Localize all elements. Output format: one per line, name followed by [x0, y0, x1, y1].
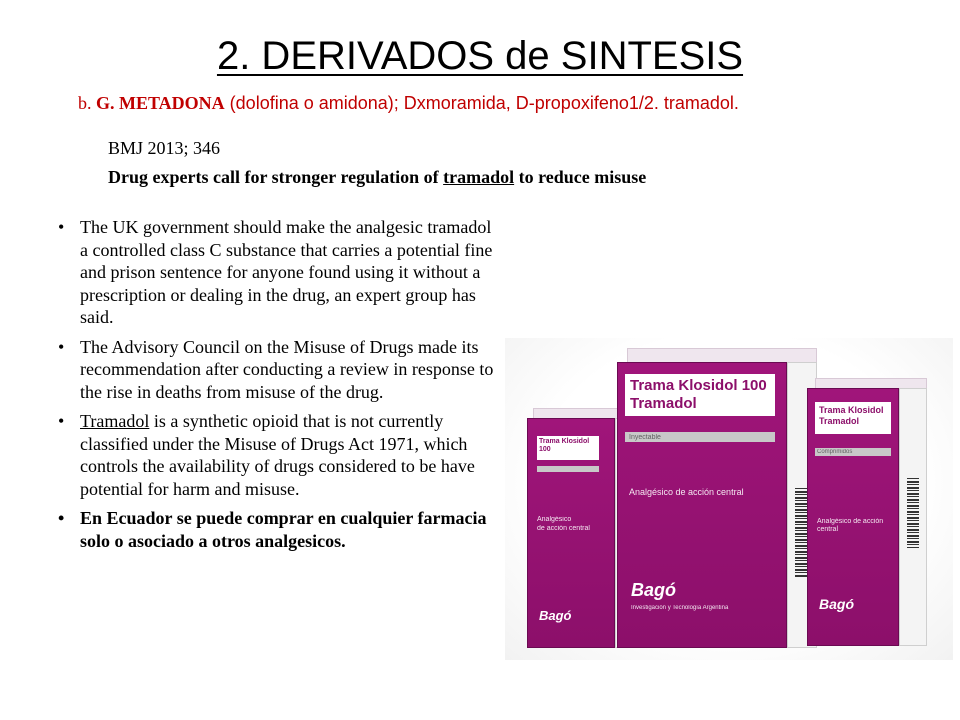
bullet-text: is a synthetic opioid that is not currently classified under the Misuse of Drugs Act 1971, which controls the availability of drugs considered to be have potential for harm and misuse. [80, 411, 475, 499]
bullet-text: The UK government should make the analgesic tramadol a controlled class C substance that carries a potential fine and prison sentence for anyone found using it without a prescription or dealing in the drug, an expert group has said. [80, 217, 493, 327]
subtitle-rest: (dolofina o amidona); Dxmoramida, D-propoxifeno1/2. tramadol. [224, 93, 739, 113]
subtitle-prefix: b. [78, 93, 96, 113]
box-strip-text: Inyectable [629, 434, 661, 441]
box-label-line1: Trama Klosidol 100 [630, 377, 767, 394]
bullet-dot: • [58, 336, 65, 357]
bullet-text: En Ecuador se puede comprar en cualquier farmacia solo o asociado a otros analgesicos. [80, 508, 487, 551]
box-tagline: Analgésico de acción central [817, 518, 884, 533]
headline-link[interactable]: tramadol [443, 167, 515, 187]
reference-headline [108, 166, 646, 188]
product-photo [505, 338, 953, 660]
box-text-line1: Analgésico [537, 516, 572, 523]
bullet-list [58, 216, 498, 559]
box-text-line2: de acción central [537, 525, 590, 532]
headline-pre: Drug experts call for stronger regulation of [108, 167, 444, 187]
subtitle-metadona: G. METADONA [96, 93, 225, 113]
product-box-center [617, 348, 817, 648]
bullet-item [58, 336, 498, 404]
box-label: Trama Klosidol 100 [537, 436, 599, 460]
bullet-dot: • [58, 411, 65, 431]
box-label [815, 402, 891, 434]
bullet-item [58, 216, 498, 329]
brand-logo: Bagó [819, 596, 854, 612]
brand-logo: Bagó [631, 580, 676, 600]
bullet-dot: • [58, 508, 65, 528]
bullet-link-tramadol[interactable]: Tramadol [80, 411, 150, 431]
bullet-dot: • [58, 217, 65, 237]
box-label [625, 374, 775, 416]
bullet-text: The Advisory Council on the Misuse of Drugs made its recommendation after conducting a review in response to the rise in deaths from misuse of the drug. [80, 336, 494, 402]
box-label-line2: Tramadol [630, 395, 697, 412]
box-label-line1: Trama Klosidol [819, 405, 884, 415]
box-stripe [537, 466, 599, 472]
subtitle [78, 92, 948, 114]
box-label-line2: Tramadol [819, 416, 860, 426]
bullet-item [58, 507, 498, 552]
slide-title: 2. DERIVADOS de SINTESIS [216, 34, 744, 78]
barcode [907, 478, 919, 548]
brand-sub: Investigación y Tecnología Argentina [631, 605, 729, 611]
product-box-right [807, 378, 927, 646]
box-tagline: Analgésico de acción central [629, 487, 744, 497]
brand-logo: Bagó [539, 608, 572, 623]
headline-post: to reduce misuse [514, 167, 647, 187]
box-strip-text: Comprimidos [817, 449, 853, 455]
reference-citation: BMJ 2013; 346 [108, 138, 221, 158]
bullet-item [58, 410, 498, 500]
